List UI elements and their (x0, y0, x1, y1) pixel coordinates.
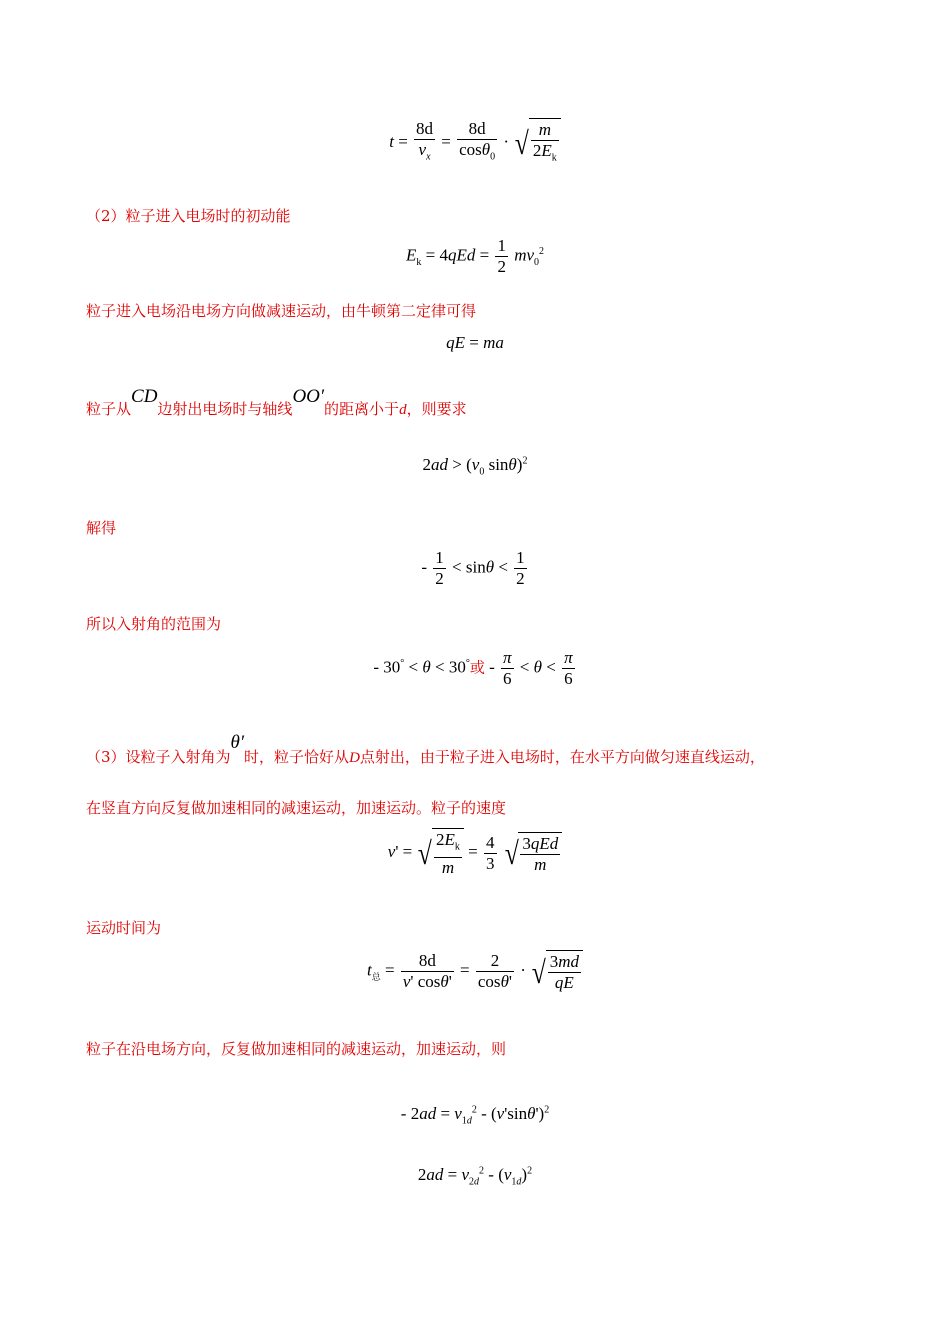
text-motion-time: 运动时间为 (86, 919, 162, 937)
text-kinetic-energy: （2）粒子进入电场时的初动能 (86, 207, 291, 225)
equation-total-time: $t_总$ = $\frac{8d}{v' \cos\theta'}$ = $\frac{2}{\cos\theta'}$ · √ $\frac{3md}{qE}$ (0, 950, 950, 993)
text-exit-condition: 粒子从CD边射出电场时与轴线OO′的距离小于d，则要求 (86, 386, 467, 418)
text-solution: 解得 (86, 519, 117, 537)
equation-newton: qE = ma (446, 333, 504, 353)
equation-kinetic-energy: $E_k = 4qEd$ = $\frac{1}{2}$ $mv_0^2$ (405, 236, 545, 276)
equation-velocity: v' = √ $\frac{2E_k}{m}$ = $\frac{4}{3}$ √ $\frac{\text{3qEd}}{m}$ (0, 828, 950, 878)
equation-accel: $2ad = v_{2d}^2 - (v_{1d})^2$ (417, 1165, 533, 1188)
equation-angle-range: - 30° < θ < 30°或 - $\frac{\pi}{6}$ < θ < $\frac{\pi}{6}$ (373, 648, 573, 688)
equation-inequality: $2ad > (v_0$ sinθ)$^2$ (422, 455, 528, 478)
equation-decel: - $2ad = v_{1d}^2 - (v'\sin\theta')^2$ (400, 1104, 550, 1127)
text-field-direction: 粒子在沿电场方向，反复做加速相同的减速运动，加速运动，则 (86, 1040, 507, 1058)
text-newton-law: 粒子进入电场沿电场方向做减速运动，由牛顿第二定律可得 (86, 302, 477, 320)
text-angle-range: 所以入射角的范围为 (86, 615, 222, 633)
text-part-three: （3）设粒子入射角为θ′时，粒子恰好从D点射出，由于粒子进入电场时，在水平方向做匀速直线运动， (86, 732, 765, 766)
equation-time: t = $\frac{8d}{v_x}$ = $\frac{8d}{\cos\theta_0}$ · √ $\frac{m}{2E_k}$ (0, 118, 950, 168)
equation-sine-range: - $\frac{1}{2}$ < sinθ < $\frac{1}{2}$ (421, 548, 525, 588)
text-velocity-intro: 在竖直方向反复做加速相同的减速运动，加速运动。粒子的速度 (86, 799, 507, 817)
